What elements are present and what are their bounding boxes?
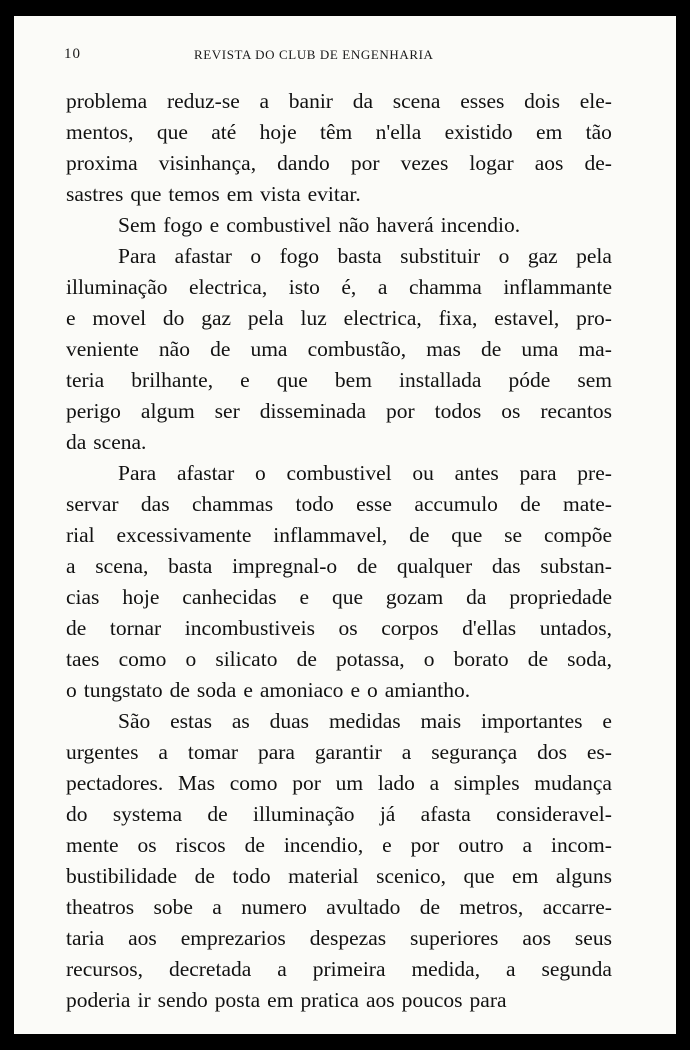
- word: accarre-: [542, 895, 612, 919]
- word: propriedade: [509, 585, 612, 609]
- word: medida,: [411, 957, 481, 981]
- text-line: [66, 644, 612, 675]
- word: bem: [334, 368, 372, 392]
- word: illuminação: [66, 275, 168, 299]
- paragraph: [66, 706, 612, 1016]
- word: Mas: [178, 771, 216, 795]
- word: pectadores.: [66, 771, 164, 795]
- word: das: [140, 492, 170, 516]
- word: decretada: [168, 957, 252, 981]
- word: por: [350, 151, 380, 175]
- word: do: [162, 306, 185, 330]
- word: do: [66, 802, 88, 826]
- paragraph: [66, 241, 612, 458]
- text-line: [66, 551, 612, 582]
- word: qualquer: [396, 554, 473, 578]
- word: afastar: [176, 461, 235, 485]
- word: e: [243, 678, 253, 702]
- word: a: [212, 895, 222, 919]
- word: combustivel: [226, 213, 332, 237]
- word: ser: [214, 399, 240, 423]
- word: outro: [458, 833, 504, 857]
- word: rial: [66, 523, 95, 547]
- word: illuminação: [253, 802, 355, 826]
- word: basta: [168, 554, 213, 578]
- text-line: [66, 985, 612, 1016]
- word: proxima: [66, 151, 138, 175]
- word: potassa,: [336, 647, 405, 671]
- word: incombustiveis: [184, 616, 315, 640]
- word: já: [379, 802, 396, 826]
- word: e: [382, 833, 392, 857]
- word: electrica,: [189, 275, 268, 299]
- word: de: [66, 616, 87, 640]
- text-line: [66, 675, 612, 706]
- word: inflammavel,: [273, 523, 388, 547]
- word: scena: [392, 89, 441, 113]
- word: vezes: [400, 151, 449, 175]
- word: de: [169, 678, 190, 702]
- word: riscos: [175, 833, 226, 857]
- word: simples: [453, 771, 520, 795]
- word: os: [338, 616, 358, 640]
- word: basta: [337, 244, 382, 268]
- word: estavel,: [494, 306, 560, 330]
- paragraph: [66, 86, 612, 210]
- word: avultado: [326, 895, 401, 919]
- word: todo: [295, 492, 334, 516]
- word: scenico,: [376, 864, 446, 888]
- word: garantir: [314, 740, 382, 764]
- word: de: [210, 337, 231, 361]
- word: o: [423, 647, 435, 671]
- word: em: [512, 864, 539, 888]
- word: a: [66, 554, 76, 578]
- text-line: [66, 706, 612, 737]
- word: gaz: [527, 244, 558, 268]
- word: por: [292, 771, 321, 795]
- word: o: [250, 244, 262, 268]
- word: mas: [426, 337, 461, 361]
- word: pela: [576, 244, 612, 268]
- word: ele-: [579, 89, 612, 113]
- word: teria: [66, 368, 105, 392]
- word: borato: [453, 647, 509, 671]
- word: a: [377, 275, 388, 299]
- word: posta: [214, 988, 261, 1012]
- word: de: [419, 895, 441, 919]
- word: da: [66, 430, 87, 454]
- word: hoje: [259, 120, 297, 144]
- word: aos: [522, 926, 551, 950]
- text-line: [66, 861, 612, 892]
- word: despezas: [309, 926, 387, 950]
- word: por: [410, 833, 440, 857]
- word: têm: [320, 120, 353, 144]
- text-line: [66, 737, 612, 768]
- text-line: [66, 892, 612, 923]
- word: pre-: [577, 461, 612, 485]
- word: systema: [112, 802, 183, 826]
- word: temos: [168, 182, 220, 206]
- word: n'ella: [375, 120, 422, 144]
- running-title: REVISTA DO CLUB DE ENGENHARIA: [194, 47, 434, 62]
- word: mate-: [562, 492, 612, 516]
- word: segurança: [431, 740, 518, 764]
- word: sobe: [153, 895, 193, 919]
- word: brilhante,: [131, 368, 214, 392]
- word: visinhança,: [158, 151, 257, 175]
- word: os: [501, 399, 521, 423]
- word: esse: [356, 492, 392, 516]
- text-line: [66, 117, 612, 148]
- word: scena.: [93, 430, 147, 454]
- word: medidas: [328, 709, 401, 733]
- word: soda: [196, 678, 237, 702]
- text-line: [66, 396, 612, 427]
- word: gaz: [201, 306, 232, 330]
- word: seus: [574, 926, 612, 950]
- word: ou: [412, 461, 434, 485]
- word: e: [209, 213, 220, 237]
- text-line: [66, 210, 612, 241]
- word: de: [207, 802, 228, 826]
- word: pratica: [300, 988, 359, 1012]
- word: ir: [137, 988, 151, 1012]
- word: accumulo: [414, 492, 498, 516]
- word: da: [466, 585, 487, 609]
- word: de: [409, 523, 430, 547]
- word: canhecidas: [182, 585, 277, 609]
- word: fixa,: [438, 306, 478, 330]
- word: amiantho.: [384, 678, 471, 702]
- word: poucos: [401, 988, 463, 1012]
- word: recursos,: [66, 957, 144, 981]
- word: de: [296, 647, 317, 671]
- word: installada: [399, 368, 482, 392]
- word: e: [602, 709, 612, 733]
- word: existido: [444, 120, 513, 144]
- word: hoje: [122, 585, 160, 609]
- word: a: [158, 740, 168, 764]
- word: Sem: [118, 213, 157, 237]
- word: de: [194, 864, 215, 888]
- word: mudança: [534, 771, 612, 795]
- word: que: [276, 368, 308, 392]
- word: a: [401, 740, 412, 764]
- word: ma-: [578, 337, 612, 361]
- word: todo: [232, 864, 271, 888]
- text-line: [66, 86, 612, 117]
- word: cias: [66, 585, 100, 609]
- word: sem: [577, 368, 612, 392]
- word: bustibilidade: [66, 864, 178, 888]
- text-line: [66, 365, 612, 396]
- word: evitar.: [307, 182, 361, 206]
- paragraph: [66, 210, 612, 241]
- word: como: [229, 771, 278, 795]
- word: chammas: [191, 492, 274, 516]
- word: inflammante: [503, 275, 612, 299]
- word: de-: [584, 151, 612, 175]
- word: metros,: [459, 895, 524, 919]
- word: que: [130, 182, 162, 206]
- word: untados,: [539, 616, 612, 640]
- word: taria: [66, 926, 105, 950]
- word: poderia: [66, 988, 131, 1012]
- word: incendio.: [440, 213, 521, 237]
- text-line: [66, 458, 612, 489]
- word: e: [240, 368, 250, 392]
- word: de: [244, 833, 265, 857]
- text-line: [66, 582, 612, 613]
- word: em: [267, 988, 294, 1012]
- word: numero: [241, 895, 307, 919]
- word: a: [277, 957, 287, 981]
- word: emprezarios: [180, 926, 286, 950]
- word: das: [491, 554, 521, 578]
- word: e: [299, 585, 310, 609]
- word: póde: [508, 368, 551, 392]
- word: excessivamente: [116, 523, 252, 547]
- word: para: [519, 461, 557, 485]
- word: que: [331, 585, 363, 609]
- word: sendo: [157, 988, 208, 1012]
- word: até: [211, 120, 237, 144]
- word: estas: [170, 709, 212, 733]
- word: haverá: [376, 213, 434, 237]
- word: antes: [454, 461, 499, 485]
- word: theatros: [66, 895, 135, 919]
- text-line: [66, 489, 612, 520]
- word: vista: [260, 182, 301, 206]
- word: mente: [66, 833, 119, 857]
- word: incom-: [551, 833, 612, 857]
- word: a: [429, 771, 440, 795]
- word: impregnal-o: [232, 554, 338, 578]
- text-line: [66, 427, 612, 458]
- word: corpos: [381, 616, 439, 640]
- word: tornar: [109, 616, 162, 640]
- word: fogo: [163, 213, 203, 237]
- word: o: [66, 678, 77, 702]
- word: importantes: [481, 709, 583, 733]
- body-text: [66, 86, 612, 1016]
- word: não: [338, 213, 370, 237]
- word: dois: [524, 89, 560, 113]
- word: afastar: [174, 244, 232, 268]
- word: banir: [288, 89, 333, 113]
- word: como: [118, 647, 167, 671]
- word: taes: [66, 647, 100, 671]
- word: incendio,: [283, 833, 364, 857]
- word: veniente: [66, 337, 139, 361]
- word: que: [451, 523, 483, 547]
- text-line: [66, 830, 612, 861]
- word: scena,: [95, 554, 149, 578]
- word: combustão,: [307, 337, 407, 361]
- word: movel: [92, 306, 147, 330]
- word: problema: [66, 89, 148, 113]
- word: uma: [521, 337, 559, 361]
- page-number: 10: [64, 46, 81, 62]
- word: a: [259, 89, 270, 113]
- word: lado: [377, 771, 415, 795]
- word: de: [527, 647, 549, 671]
- word: sastres: [66, 182, 124, 206]
- text-line: [66, 613, 612, 644]
- word: chamma: [408, 275, 482, 299]
- word: amoniaco: [259, 678, 344, 702]
- word: soda,: [567, 647, 612, 671]
- word: superiores: [410, 926, 499, 950]
- word: da: [352, 89, 373, 113]
- book-page: [14, 16, 676, 1034]
- word: tungstato: [83, 678, 163, 702]
- word: em: [226, 182, 254, 206]
- word: os: [137, 833, 157, 857]
- word: e: [350, 678, 360, 702]
- word: esses: [460, 89, 505, 113]
- word: primeira: [312, 957, 386, 981]
- text-line: [66, 768, 612, 799]
- word: de: [520, 492, 541, 516]
- word: o: [366, 678, 378, 702]
- word: perigo: [66, 399, 121, 423]
- word: segunda: [541, 957, 612, 981]
- word: gozam: [385, 585, 444, 609]
- word: silicato: [215, 647, 278, 671]
- text-line: [66, 799, 612, 830]
- word: d'ellas: [462, 616, 517, 640]
- word: compõe: [543, 523, 612, 547]
- word: para: [257, 740, 295, 764]
- word: dando: [277, 151, 330, 175]
- word: aos: [365, 988, 395, 1012]
- word: para: [469, 988, 507, 1012]
- text-line: [66, 334, 612, 365]
- word: tomar: [187, 740, 239, 764]
- word: o: [255, 461, 266, 485]
- word: e: [66, 306, 76, 330]
- word: algum: [140, 399, 195, 423]
- word: mais: [420, 709, 462, 733]
- word: Para: [118, 244, 157, 268]
- text-line: [66, 148, 612, 179]
- word: logar: [469, 151, 514, 175]
- word: se: [504, 523, 523, 547]
- text-line: [66, 303, 612, 334]
- word: substan-: [540, 554, 612, 578]
- text-line: [66, 923, 612, 954]
- word: que: [156, 120, 188, 144]
- text-line: [66, 954, 612, 985]
- word: afasta: [420, 802, 471, 826]
- word: reduz-se: [166, 89, 240, 113]
- word: de: [480, 337, 502, 361]
- paragraph: [66, 458, 612, 706]
- word: em: [536, 120, 563, 144]
- word: alguns: [555, 864, 612, 888]
- word: Para: [118, 461, 157, 485]
- word: a: [522, 833, 533, 857]
- word: servar: [66, 492, 119, 516]
- text-line: [66, 272, 612, 303]
- word: o: [498, 244, 510, 268]
- word: que: [463, 864, 495, 888]
- word: aos: [128, 926, 157, 950]
- word: por: [386, 399, 415, 423]
- word: material: [288, 864, 359, 888]
- word: disseminada: [259, 399, 367, 423]
- word: mentos,: [66, 120, 134, 144]
- word: urgentes: [66, 740, 139, 764]
- word: es-: [586, 740, 612, 764]
- word: aos: [534, 151, 564, 175]
- word: duas: [269, 709, 310, 733]
- word: é,: [341, 275, 357, 299]
- text-line: [66, 241, 612, 272]
- word: a: [506, 957, 516, 981]
- word: luz: [300, 306, 327, 330]
- word: São: [118, 709, 151, 733]
- text-line: [66, 520, 612, 551]
- word: um: [335, 771, 364, 795]
- word: todos: [434, 399, 482, 423]
- word: consideravel-: [496, 802, 612, 826]
- word: dos: [537, 740, 567, 764]
- word: não: [158, 337, 190, 361]
- word: de: [356, 554, 378, 578]
- word: recantos: [540, 399, 612, 423]
- word: pela: [247, 306, 284, 330]
- word: tão: [585, 120, 612, 144]
- text-line: [66, 179, 612, 210]
- page-header: [64, 46, 626, 66]
- word: as: [231, 709, 250, 733]
- word: combustivel: [286, 461, 392, 485]
- word: isto: [288, 275, 320, 299]
- word: uma: [250, 337, 288, 361]
- word: substituir: [400, 244, 481, 268]
- word: o: [185, 647, 197, 671]
- word: fogo: [279, 244, 320, 268]
- word: pro-: [576, 306, 612, 330]
- word: electrica,: [343, 306, 422, 330]
